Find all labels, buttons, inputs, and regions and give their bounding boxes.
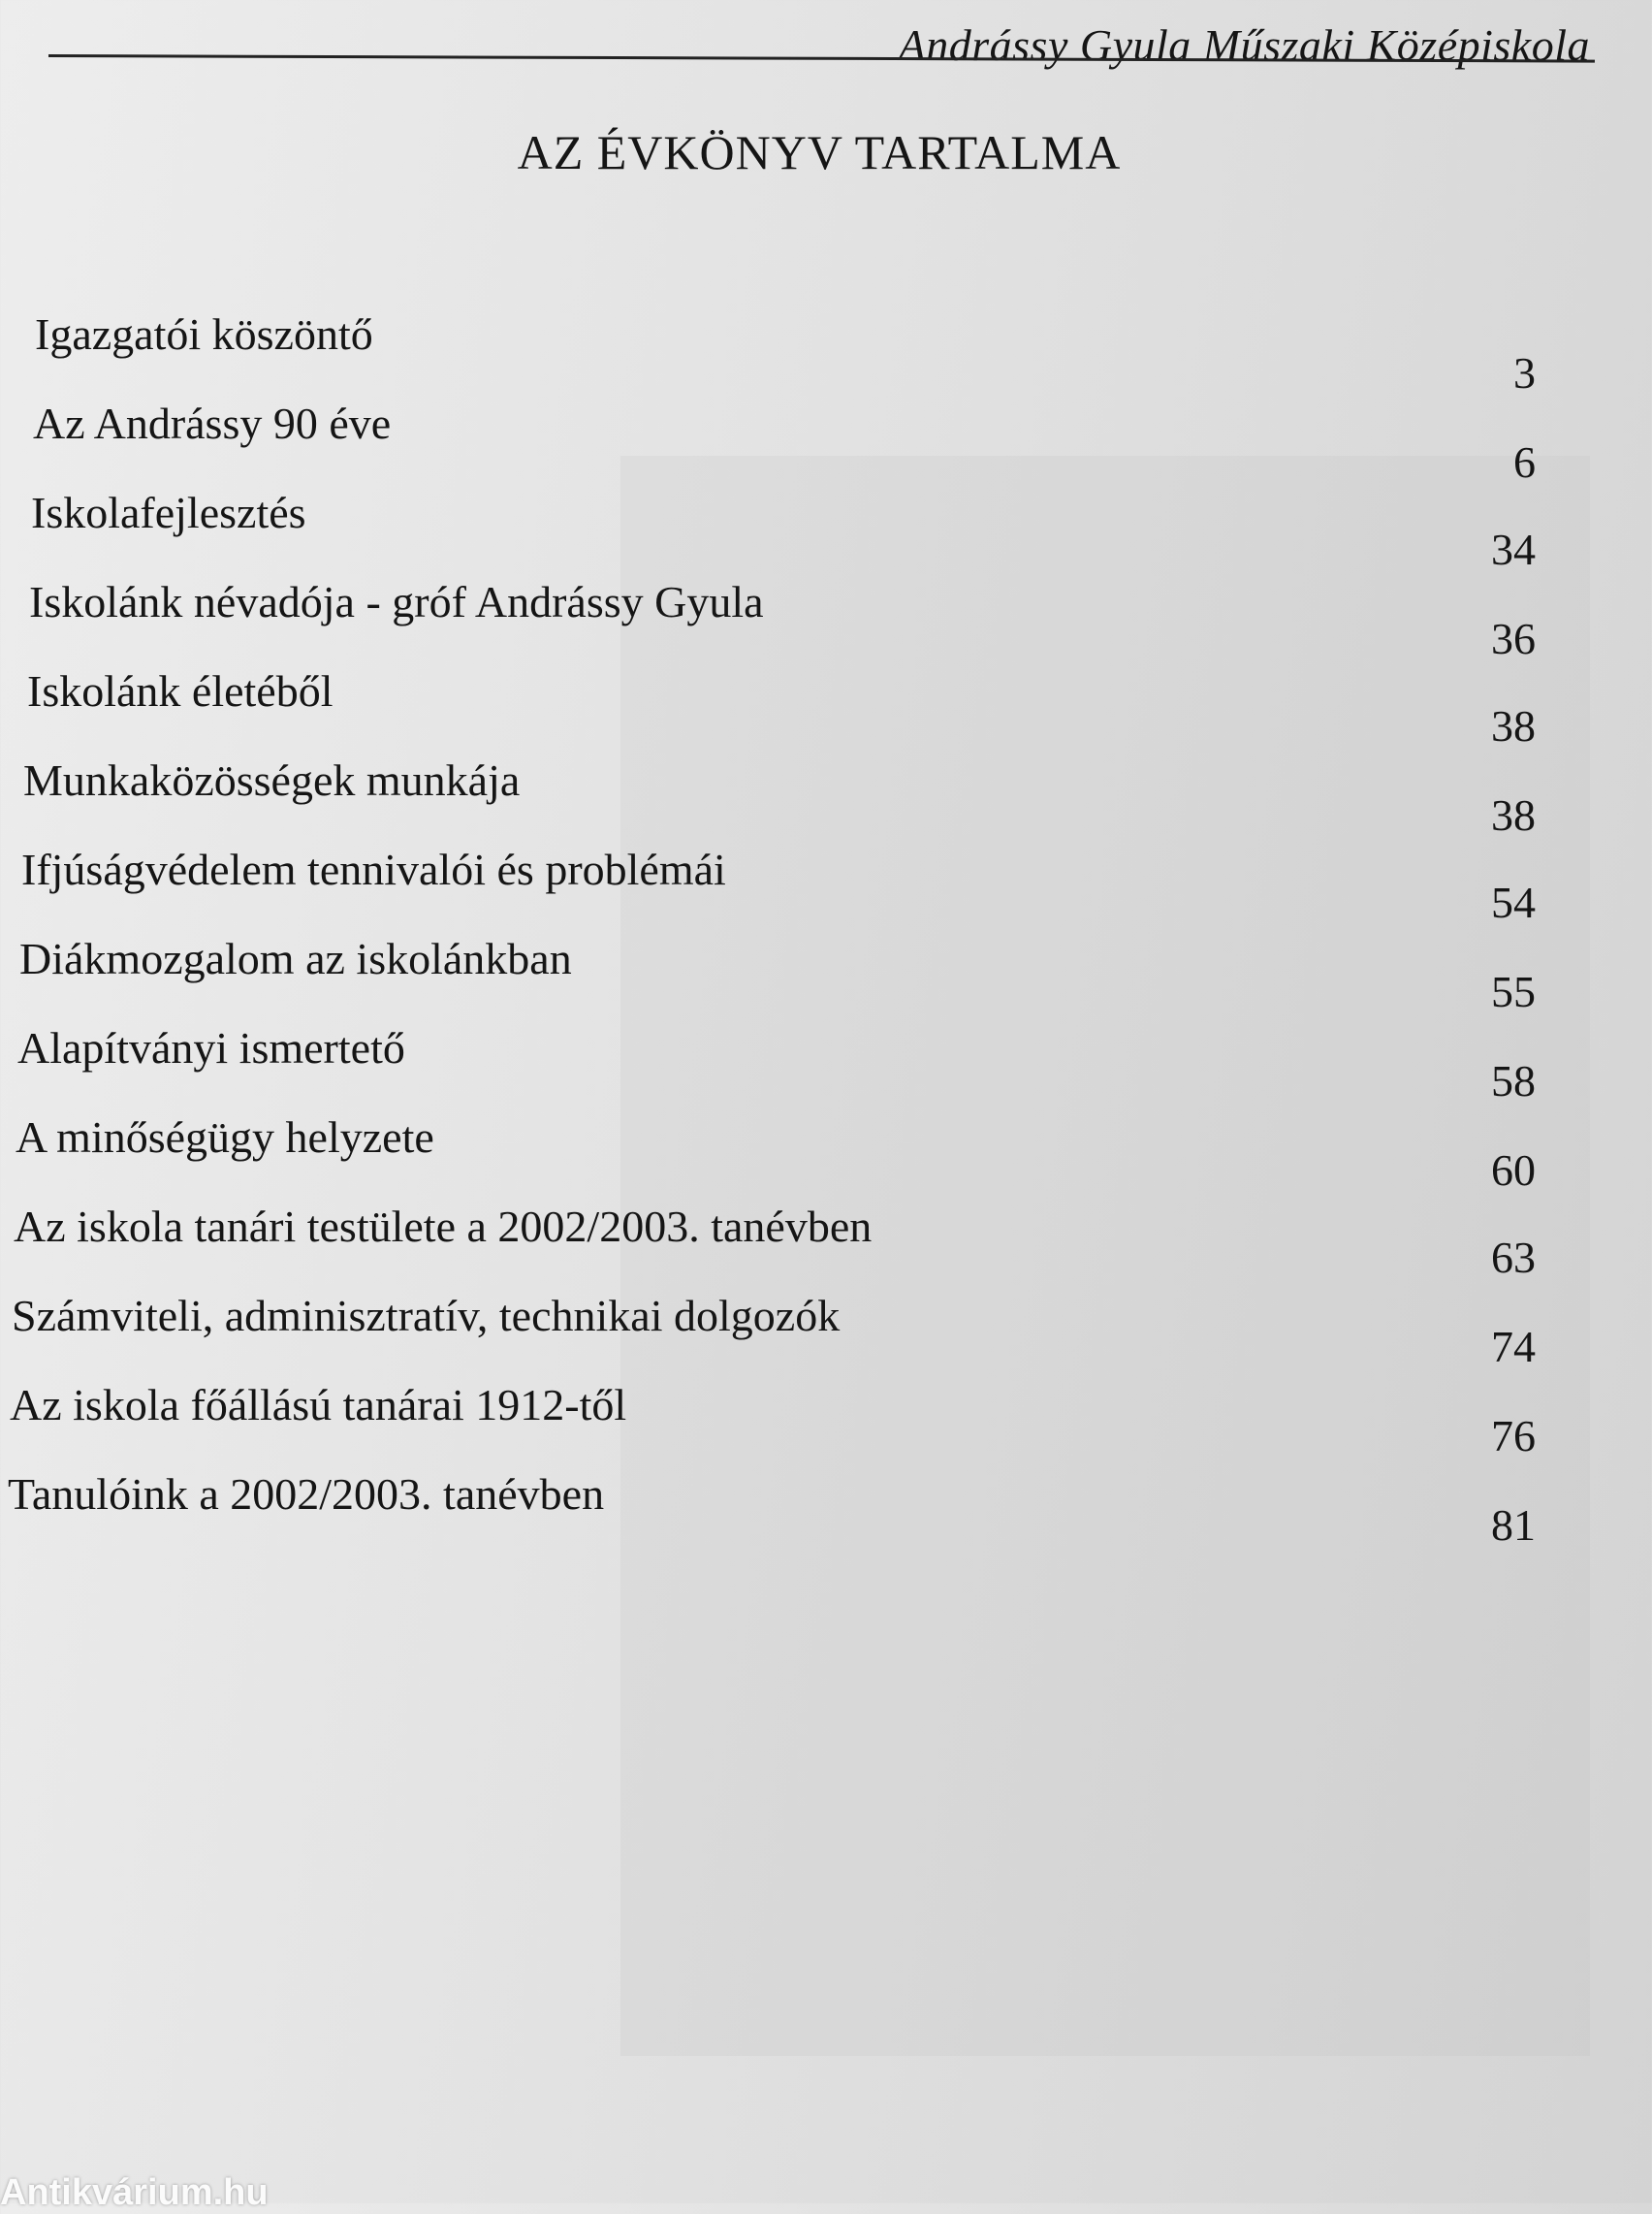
- toc-entry-page: 63: [1491, 1233, 1536, 1282]
- toc-entry-title: Az Andrássy 90 éve: [33, 399, 392, 448]
- page-title: AZ ÉVKÖNYV TARTALMA: [517, 125, 1122, 179]
- toc-entry-page: 81: [1491, 1500, 1536, 1550]
- toc-entry-title: Diákmozgalom az iskolánkban: [19, 934, 572, 983]
- toc-entry-title: A minőségügy helyzete: [16, 1112, 434, 1162]
- toc-entry-page: 76: [1491, 1411, 1536, 1460]
- toc-entry-page: 38: [1491, 790, 1536, 840]
- toc-entry-title: Tanulóink a 2002/2003. tanévben: [8, 1469, 605, 1519]
- toc-entry-page: 6: [1513, 437, 1536, 487]
- toc-entry-title: Ifjúságvédelem tennivalói és problémái: [21, 845, 726, 894]
- toc-entry-page: 55: [1491, 967, 1536, 1016]
- toc-entry-title: Alapítványi ismertető: [17, 1023, 405, 1073]
- toc-entry-title: Iskolánk életéből: [27, 666, 334, 716]
- running-head: Andrássy Gyula Műszaki Középiskola: [898, 20, 1590, 70]
- toc-entry-page: 60: [1491, 1145, 1536, 1195]
- toc-entry-page: 34: [1491, 525, 1536, 574]
- toc-entry-page: 3: [1513, 348, 1536, 398]
- toc-entry-title: Iskolafejlesztés: [31, 488, 306, 537]
- toc-entry-title: Az iskola tanári testülete a 2002/2003. tanévben: [14, 1202, 873, 1251]
- toc-entry-page: 54: [1491, 878, 1536, 927]
- watermark: Antikvárium.hu: [0, 2172, 269, 2213]
- toc-entry-title: Számviteli, adminisztratív, technikai dolgozók: [12, 1291, 841, 1340]
- toc-entry-title: Munkaközösségek munkája: [23, 755, 521, 805]
- toc-entry-page: 58: [1491, 1056, 1536, 1106]
- toc-entry-title: Igazgatói köszöntő: [35, 309, 373, 359]
- toc-entry-page: 36: [1491, 614, 1536, 663]
- toc-entry-title: Iskolánk névadója - gróf Andrássy Gyula: [29, 577, 764, 626]
- toc-entry-page: 74: [1491, 1322, 1536, 1371]
- toc-entry-page: 38: [1491, 701, 1536, 751]
- toc-entry-title: Az iskola főállású tanárai 1912-től: [10, 1380, 627, 1429]
